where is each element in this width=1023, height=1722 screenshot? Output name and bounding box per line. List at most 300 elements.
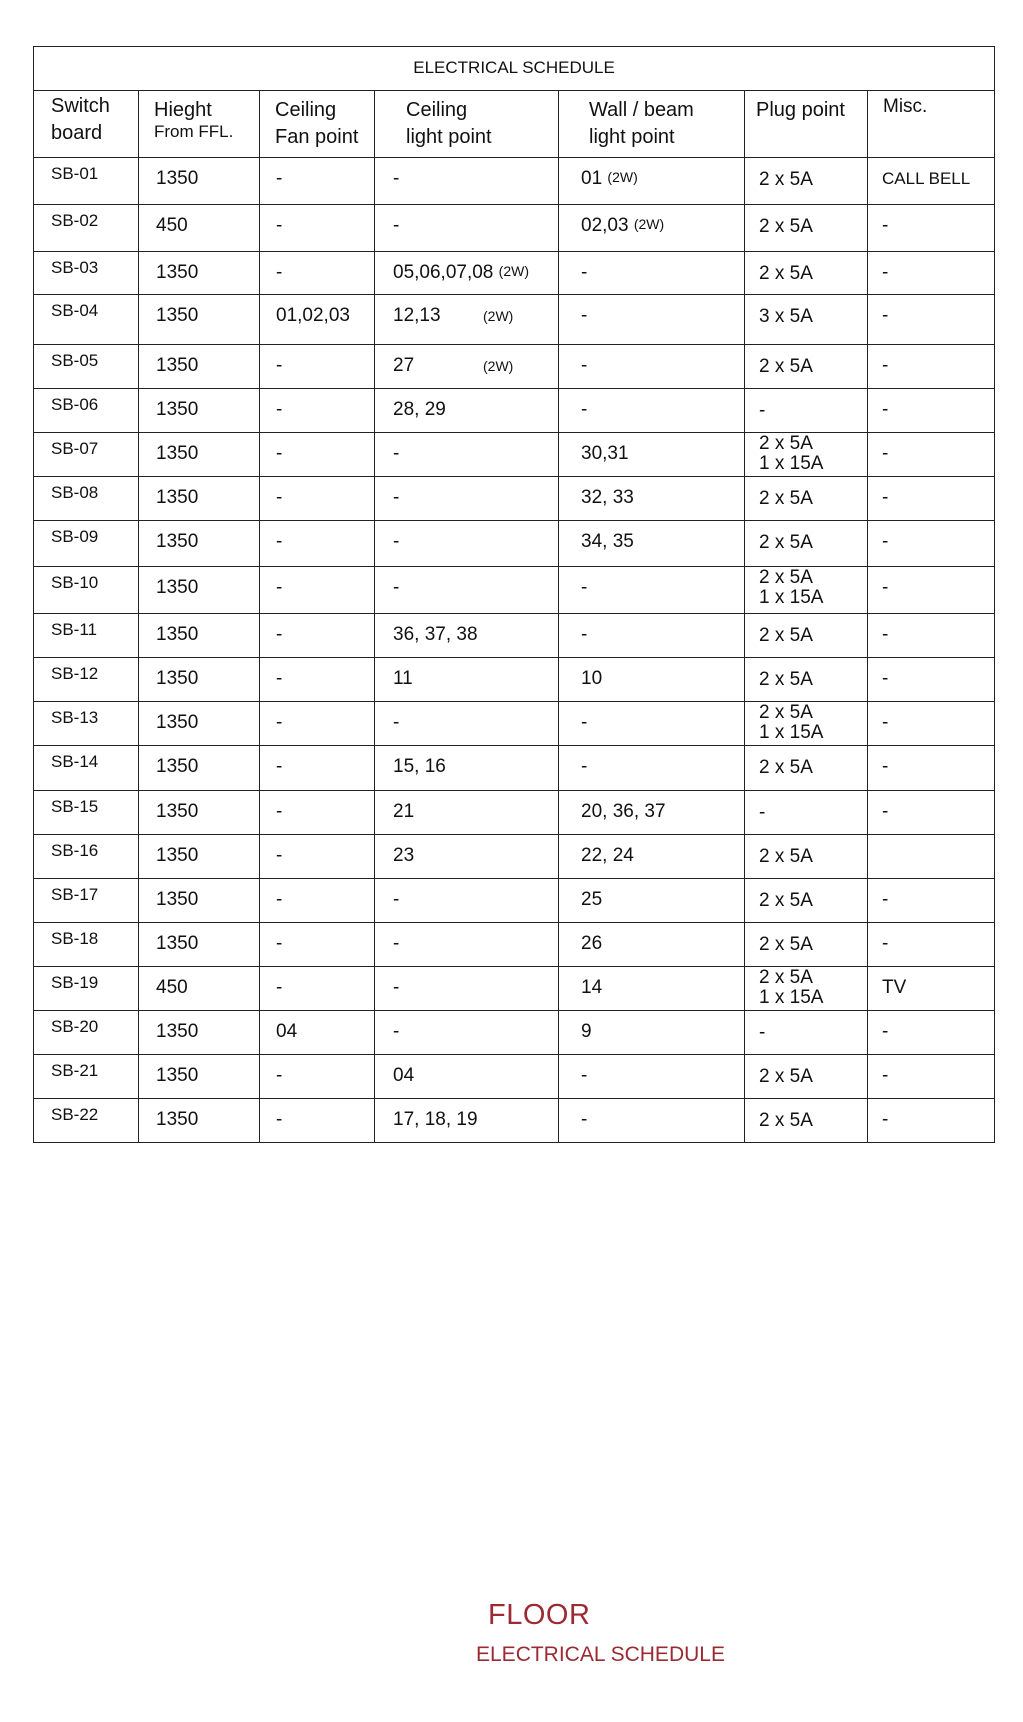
table-row [34, 158, 995, 205]
header-switch-board-line1: Switch [51, 95, 110, 118]
fan-point-value: 01,02,03 [276, 305, 350, 327]
fan-point-value: - [276, 624, 283, 646]
ceiling-light-value: 15, 16 [393, 756, 446, 778]
wall-light-value: - [581, 355, 588, 377]
cell-height [139, 295, 260, 345]
ceiling-light-value: 27 [393, 355, 415, 377]
cell-fan-point [260, 658, 375, 702]
cell-misc [868, 345, 995, 389]
cell-height [139, 966, 260, 1010]
fan-point-value: 04 [276, 1020, 298, 1042]
cell-misc [868, 1054, 995, 1098]
cell-switch-board [34, 966, 139, 1010]
ceiling-light-value: - [393, 531, 400, 553]
table-row [34, 878, 995, 922]
table-row [34, 345, 995, 389]
plug-point-line: 2 x 5A [759, 1065, 813, 1087]
cell-misc [868, 205, 995, 252]
cell-wall-light [559, 746, 745, 790]
cell-fan-point [260, 521, 375, 567]
drawing-subtitle: ELECTRICAL SCHEDULE [476, 1643, 725, 1666]
cell-misc [868, 567, 995, 614]
height-value: 450 [156, 976, 188, 998]
height-value: 1350 [156, 262, 199, 284]
cell-wall-light [559, 790, 745, 834]
cell-fan-point [260, 790, 375, 834]
table-row [34, 567, 995, 614]
table-row [34, 922, 995, 966]
cell-ceiling-light [375, 1010, 559, 1054]
switch-board-value: SB-15 [51, 796, 99, 816]
cell-switch-board [34, 433, 139, 477]
switch-board-value: SB-22 [51, 1104, 99, 1124]
height-value: 1350 [156, 399, 199, 421]
cell-ceiling-light [375, 922, 559, 966]
height-value: 1350 [156, 1108, 199, 1130]
fan-point-value: - [276, 800, 283, 822]
height-value: 1350 [156, 1020, 199, 1042]
wall-light-value-group [581, 169, 638, 189]
cell-switch-board [34, 1098, 139, 1142]
plug-point-line: 2 x 5A [759, 169, 813, 191]
table-row [34, 521, 995, 567]
fan-point-value: - [276, 888, 283, 910]
header-height [139, 91, 260, 158]
cell-plug-point [745, 1010, 868, 1054]
cell-misc [868, 746, 995, 790]
table-row [34, 252, 995, 295]
misc-value: - [882, 262, 889, 284]
misc-value: - [882, 800, 889, 822]
ceiling-light-value: - [393, 712, 400, 734]
cell-plug-point [745, 252, 868, 295]
cell-wall-light [559, 1054, 745, 1098]
fan-point-value: - [276, 531, 283, 553]
switch-board-value: SB-04 [51, 301, 99, 321]
wall-light-value: 30,31 [581, 443, 629, 465]
cell-plug-point [745, 922, 868, 966]
plug-point-line: 2 x 5A [759, 845, 813, 867]
cell-ceiling-light [375, 295, 559, 345]
cell-ceiling-light [375, 790, 559, 834]
cell-plug-point [745, 205, 868, 252]
wall-light-value: 25 [581, 888, 603, 910]
cell-wall-light [559, 205, 745, 252]
header-fan-line2: Fan point [275, 126, 359, 149]
cell-plug-point [745, 790, 868, 834]
cell-misc [868, 521, 995, 567]
cell-ceiling-light [375, 389, 559, 433]
switch-board-value: SB-11 [51, 620, 97, 640]
cell-height [139, 521, 260, 567]
cell-fan-point [260, 295, 375, 345]
misc-value: - [882, 531, 889, 553]
fan-point-value: - [276, 577, 283, 599]
plug-point-line: 2 x 5A [759, 702, 813, 724]
cell-misc [868, 295, 995, 345]
misc-value: - [882, 1064, 889, 1086]
plug-point-line: 2 x 5A [759, 488, 813, 510]
wall-light-value-group [581, 216, 664, 236]
cell-height [139, 567, 260, 614]
cell-misc [868, 922, 995, 966]
wall-light-value: 22, 24 [581, 844, 634, 866]
cell-switch-board [34, 477, 139, 521]
cell-switch-board [34, 922, 139, 966]
height-value: 1350 [156, 756, 199, 778]
fan-point-value: - [276, 844, 283, 866]
cell-ceiling-light [375, 878, 559, 922]
cell-height [139, 433, 260, 477]
cell-fan-point [260, 1010, 375, 1054]
plug-point-line: 2 x 5A [759, 356, 813, 378]
cell-plug-point [745, 966, 868, 1010]
cell-plug-point [745, 746, 868, 790]
wall-light-value: - [581, 712, 588, 734]
cell-misc [868, 252, 995, 295]
cell-height [139, 158, 260, 205]
table-row [34, 433, 995, 477]
cell-fan-point [260, 1054, 375, 1098]
cell-wall-light [559, 658, 745, 702]
cell-fan-point [260, 477, 375, 521]
plug-point-line: 2 x 5A [759, 933, 813, 955]
cell-ceiling-light [375, 345, 559, 389]
cell-height [139, 922, 260, 966]
height-value: 1350 [156, 932, 199, 954]
cell-switch-board [34, 878, 139, 922]
electrical-schedule-table [33, 46, 995, 1143]
cell-fan-point [260, 966, 375, 1010]
cell-wall-light [559, 614, 745, 658]
table-title: ELECTRICAL SCHEDULE [34, 47, 995, 91]
cell-wall-light [559, 389, 745, 433]
cell-fan-point [260, 567, 375, 614]
wall-light-value: 20, 36, 37 [581, 800, 666, 822]
cell-ceiling-light [375, 834, 559, 878]
switch-board-value: SB-08 [51, 483, 99, 503]
cell-switch-board [34, 614, 139, 658]
cell-fan-point [260, 1098, 375, 1142]
plug-point-line: 1 x 15A [759, 453, 824, 475]
wall-light-value: - [581, 756, 588, 778]
cell-misc [868, 790, 995, 834]
misc-value: - [882, 215, 889, 237]
wall-light-value: - [581, 305, 588, 327]
wall-light-value: - [581, 624, 588, 646]
cell-height [139, 790, 260, 834]
cell-wall-light [559, 878, 745, 922]
cell-height [139, 746, 260, 790]
switch-board-value: SB-05 [51, 351, 99, 371]
plug-point-line: 2 x 5A [759, 889, 813, 911]
header-ceiling-light-line2: light point [406, 126, 492, 149]
table-row [34, 1054, 995, 1098]
cell-ceiling-light [375, 433, 559, 477]
ceiling-light-value: - [393, 1020, 400, 1042]
ceiling-light-value: 17, 18, 19 [393, 1108, 478, 1130]
height-value: 1350 [156, 1064, 199, 1086]
table-row [34, 614, 995, 658]
cell-ceiling-light [375, 252, 559, 295]
cell-misc [868, 702, 995, 746]
cell-height [139, 477, 260, 521]
height-value: 1350 [156, 355, 199, 377]
cell-wall-light [559, 433, 745, 477]
switch-board-value: SB-18 [51, 928, 99, 948]
switch-board-value: SB-13 [51, 708, 99, 728]
cell-plug-point [745, 834, 868, 878]
plug-point-line: 2 x 5A [759, 567, 813, 589]
height-value: 1350 [156, 305, 199, 327]
misc-value: - [882, 668, 889, 690]
cell-misc [868, 158, 995, 205]
cell-switch-board [34, 295, 139, 345]
header-height-line2: From FFL. [154, 122, 234, 142]
table-row [34, 746, 995, 790]
misc-value: - [882, 932, 889, 954]
cell-switch-board [34, 702, 139, 746]
header-height-line1: Hieght [154, 99, 212, 122]
height-value: 1350 [156, 577, 199, 599]
misc-value: - [882, 577, 889, 599]
watt-note: (2W) [607, 169, 638, 186]
cell-fan-point [260, 345, 375, 389]
table-row [34, 702, 995, 746]
wall-light-value: - [581, 262, 588, 284]
cell-wall-light [559, 252, 745, 295]
ceiling-light-value: 23 [393, 844, 415, 866]
height-value: 450 [156, 215, 188, 237]
misc-value: - [882, 355, 889, 377]
switch-board-value: SB-12 [51, 664, 99, 684]
misc-value: - [882, 888, 889, 910]
cell-height [139, 1010, 260, 1054]
ceiling-light-value: - [393, 487, 400, 509]
ceiling-light-value: - [393, 932, 400, 954]
misc-value: - [882, 443, 889, 465]
misc-value: - [882, 399, 889, 421]
cell-height [139, 834, 260, 878]
plug-point-line: 2 x 5A [759, 433, 813, 455]
table-row [34, 295, 995, 345]
switch-board-value: SB-06 [51, 395, 99, 415]
cell-plug-point [745, 1098, 868, 1142]
switch-board-value: SB-21 [51, 1060, 99, 1080]
cell-height [139, 614, 260, 658]
wall-light-value: 14 [581, 976, 603, 998]
table-row [34, 205, 995, 252]
cell-misc [868, 834, 995, 878]
ceiling-light-value: - [393, 577, 400, 599]
cell-wall-light [559, 834, 745, 878]
cell-misc [868, 658, 995, 702]
plug-point-line: 1 x 15A [759, 986, 824, 1008]
cell-fan-point [260, 158, 375, 205]
cell-plug-point [745, 1054, 868, 1098]
fan-point-value: - [276, 1108, 283, 1130]
cell-ceiling-light [375, 205, 559, 252]
cell-misc [868, 389, 995, 433]
cell-misc [868, 878, 995, 922]
cell-plug-point [745, 521, 868, 567]
ceiling-light-value: - [393, 888, 400, 910]
wall-light-value: 10 [581, 668, 603, 690]
cell-plug-point [745, 658, 868, 702]
fan-point-value: - [276, 262, 283, 284]
header-wall-light-line1: Wall / beam [589, 99, 694, 122]
wall-light-value: 02,03 [581, 215, 629, 237]
cell-ceiling-light [375, 658, 559, 702]
plug-point-line: 2 x 5A [759, 669, 813, 691]
ceiling-light-value: 21 [393, 800, 415, 822]
cell-plug-point [745, 477, 868, 521]
cell-fan-point [260, 205, 375, 252]
cell-ceiling-light [375, 1054, 559, 1098]
title-row [34, 47, 995, 91]
cell-wall-light [559, 922, 745, 966]
cell-misc [868, 1010, 995, 1054]
plug-point-line: 2 x 5A [759, 757, 813, 779]
wall-light-value: 01 [581, 168, 603, 190]
misc-value: - [882, 487, 889, 509]
cell-plug-point [745, 878, 868, 922]
fan-point-value: - [276, 443, 283, 465]
height-value: 1350 [156, 624, 199, 646]
cell-wall-light [559, 1010, 745, 1054]
cell-switch-board [34, 567, 139, 614]
cell-switch-board [34, 521, 139, 567]
table-row [34, 790, 995, 834]
height-value: 1350 [156, 888, 199, 910]
plug-point-line: 1 x 15A [759, 722, 824, 744]
cell-plug-point [745, 567, 868, 614]
ceiling-light-value: 28, 29 [393, 399, 446, 421]
switch-board-value: SB-01 [51, 164, 99, 184]
cell-ceiling-light [375, 746, 559, 790]
switch-board-value: SB-20 [51, 1016, 99, 1036]
cell-ceiling-light [375, 521, 559, 567]
watt-note: (2W) [498, 263, 529, 280]
plug-point-line: 2 x 5A [759, 532, 813, 554]
fan-point-value: - [276, 487, 283, 509]
cell-misc [868, 433, 995, 477]
cell-plug-point [745, 295, 868, 345]
plug-point-line: 2 x 5A [759, 625, 813, 647]
cell-fan-point [260, 389, 375, 433]
height-value: 1350 [156, 800, 199, 822]
table-row [34, 1098, 995, 1142]
switch-board-value: SB-10 [51, 573, 99, 593]
cell-height [139, 878, 260, 922]
misc-value: - [882, 1020, 889, 1042]
cell-misc [868, 1098, 995, 1142]
ceiling-light-value: 05,06,07,08 [393, 262, 494, 284]
cell-height [139, 389, 260, 433]
fan-point-value: - [276, 1064, 283, 1086]
plug-point-line: 2 x 5A [759, 263, 813, 285]
header-wall-light [559, 91, 745, 158]
cell-fan-point [260, 746, 375, 790]
height-value: 1350 [156, 487, 199, 509]
cell-wall-light [559, 1098, 745, 1142]
table-row [34, 1010, 995, 1054]
ceiling-light-value: - [393, 168, 400, 190]
misc-value: CALL BELL [882, 169, 971, 189]
table-row [34, 389, 995, 433]
fan-point-value: - [276, 712, 283, 734]
cell-wall-light [559, 567, 745, 614]
wall-light-value: 26 [581, 932, 603, 954]
cell-fan-point [260, 614, 375, 658]
wall-light-value: 9 [581, 1020, 592, 1042]
ceiling-light-value: 04 [393, 1064, 415, 1086]
plug-point-line: 2 x 5A [759, 216, 813, 238]
cell-switch-board [34, 158, 139, 205]
cell-height [139, 658, 260, 702]
watt-note: (2W) [633, 216, 665, 233]
misc-value: - [882, 712, 889, 734]
misc-value: - [882, 756, 889, 778]
cell-wall-light [559, 702, 745, 746]
ceiling-light-value: - [393, 976, 400, 998]
wall-light-value: 32, 33 [581, 487, 634, 509]
height-value: 1350 [156, 668, 199, 690]
cell-ceiling-light [375, 477, 559, 521]
cell-height [139, 345, 260, 389]
cell-plug-point [745, 345, 868, 389]
height-value: 1350 [156, 443, 199, 465]
switch-board-value: SB-03 [51, 258, 99, 278]
cell-switch-board [34, 389, 139, 433]
fan-point-value: - [276, 215, 283, 237]
watt-note: (2W) [483, 358, 514, 375]
cell-ceiling-light [375, 966, 559, 1010]
height-value: 1350 [156, 168, 199, 190]
fan-point-value: - [276, 756, 283, 778]
cell-fan-point [260, 702, 375, 746]
fan-point-value: - [276, 168, 283, 190]
cell-switch-board [34, 746, 139, 790]
cell-misc [868, 477, 995, 521]
cell-switch-board [34, 205, 139, 252]
wall-light-value: 34, 35 [581, 531, 634, 553]
cell-ceiling-light [375, 614, 559, 658]
header-misc [868, 91, 995, 158]
header-wall-light-line2: light point [589, 126, 675, 149]
cell-misc [868, 966, 995, 1010]
wall-light-value: - [581, 1108, 588, 1130]
height-value: 1350 [156, 844, 199, 866]
cell-wall-light [559, 158, 745, 205]
cell-plug-point [745, 433, 868, 477]
fan-point-value: - [276, 668, 283, 690]
header-switch-board [34, 91, 139, 158]
cell-switch-board [34, 790, 139, 834]
plug-point-line: 2 x 5A [759, 966, 813, 988]
ceiling-light-value: 12,13 [393, 305, 441, 327]
table-row [34, 834, 995, 878]
plug-point-line: 3 x 5A [759, 306, 813, 328]
cell-height [139, 1054, 260, 1098]
cell-fan-point [260, 834, 375, 878]
plug-point-line: - [759, 1021, 766, 1043]
height-value: 1350 [156, 531, 199, 553]
cell-fan-point [260, 252, 375, 295]
plug-point-line: 1 x 15A [759, 587, 824, 609]
header-plug-label: Plug point [756, 99, 845, 122]
cell-fan-point [260, 433, 375, 477]
